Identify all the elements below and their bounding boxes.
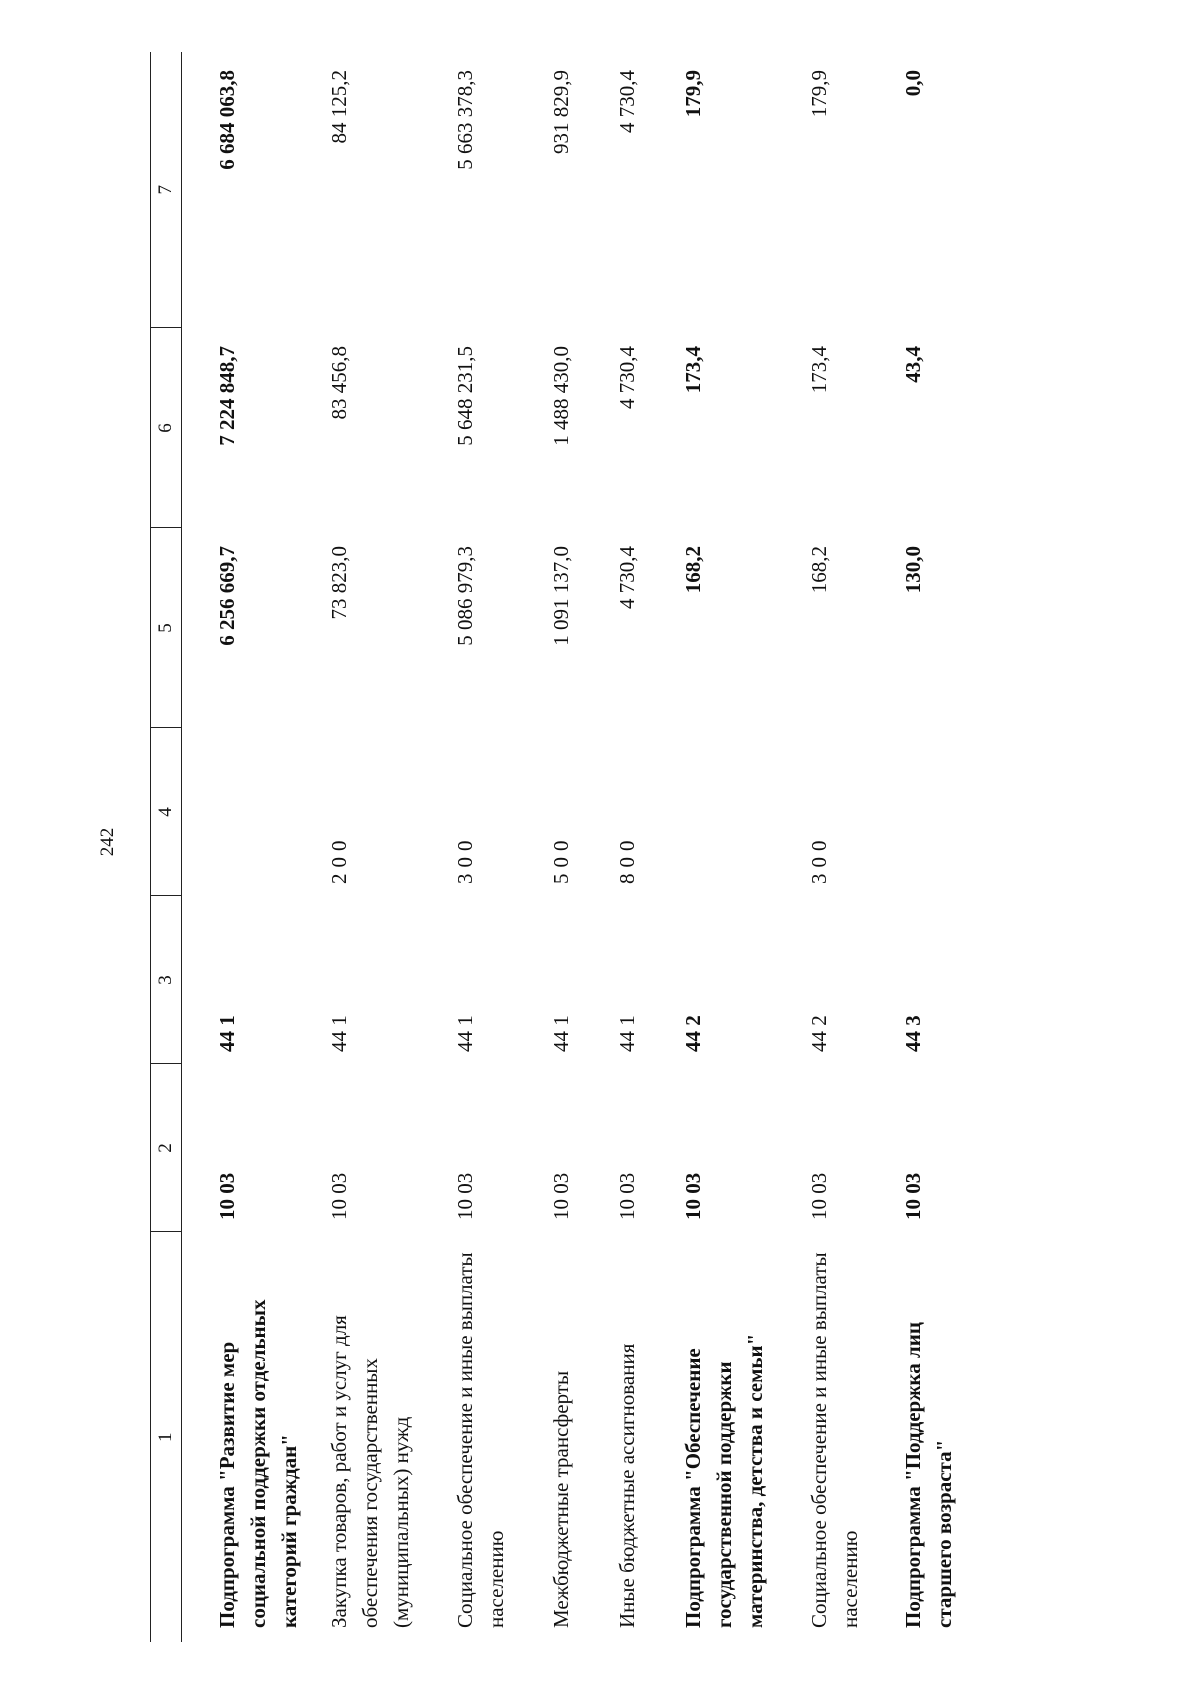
table-row bbox=[898, 52, 978, 1642]
table-row bbox=[612, 52, 678, 1642]
target-code: 44 3 bbox=[901, 1015, 925, 1052]
value-col6: 1 488 430,0 bbox=[549, 346, 573, 446]
section-code: 10 03 bbox=[215, 1172, 239, 1220]
section-code: 10 03 bbox=[901, 1172, 925, 1220]
value-col7: 84 125,2 bbox=[327, 70, 351, 144]
table-row bbox=[182, 52, 325, 1642]
row-name: Подпрограмма "Поддержка лиц старшего возраста" bbox=[901, 1322, 956, 1628]
value-col5: 4 730,4 bbox=[615, 546, 639, 609]
column-header-6: 6 bbox=[151, 328, 182, 528]
expense-type-code: 300 bbox=[807, 834, 831, 884]
table-row bbox=[678, 52, 804, 1642]
column-header-2: 2 bbox=[151, 1064, 182, 1232]
value-col5: 130,0 bbox=[901, 546, 925, 594]
value-col7: 6 684 063,8 bbox=[215, 70, 239, 170]
section-code: 10 03 bbox=[549, 1172, 573, 1220]
column-header-5: 5 bbox=[151, 528, 182, 728]
value-col5: 168,2 bbox=[807, 546, 831, 594]
section-code: 10 03 bbox=[681, 1172, 705, 1220]
page-number: 242 bbox=[97, 827, 118, 857]
value-col6: 43,4 bbox=[901, 346, 925, 383]
table-row bbox=[450, 52, 546, 1642]
column-header-3: 3 bbox=[151, 896, 182, 1064]
target-code: 44 2 bbox=[807, 1015, 831, 1052]
table-header bbox=[151, 52, 182, 1642]
value-col5: 1 091 137,0 bbox=[549, 546, 573, 646]
target-code: 44 1 bbox=[549, 1015, 573, 1052]
value-col5: 6 256 669,7 bbox=[215, 546, 239, 646]
section-code: 10 03 bbox=[615, 1172, 639, 1220]
column-header-4: 4 bbox=[151, 728, 182, 896]
value-col6: 4 730,4 bbox=[615, 346, 639, 409]
header-row bbox=[151, 52, 182, 1642]
value-col5: 73 823,0 bbox=[327, 546, 351, 620]
target-code: 44 1 bbox=[615, 1015, 639, 1052]
target-code: 44 1 bbox=[453, 1015, 477, 1052]
row-name: Межбюджетные трансферты bbox=[549, 1370, 573, 1628]
rotated-table-container bbox=[150, 52, 1070, 1642]
budget-table bbox=[150, 52, 978, 1642]
value-col6: 7 224 848,7 bbox=[215, 346, 239, 446]
value-col7: 5 663 378,3 bbox=[453, 70, 477, 170]
target-code: 44 1 bbox=[327, 1015, 351, 1052]
section-code: 10 03 bbox=[453, 1172, 477, 1220]
expense-type-code bbox=[898, 728, 978, 896]
target-code: 44 2 bbox=[681, 1015, 705, 1052]
expense-type-code bbox=[678, 728, 804, 896]
value-col7: 179,9 bbox=[807, 70, 831, 118]
value-col5: 168,2 bbox=[681, 546, 705, 594]
expense-type-code: 200 bbox=[327, 834, 351, 884]
row-name: Иные бюджетные ассигнования bbox=[615, 1343, 639, 1628]
value-col6: 83 456,8 bbox=[327, 346, 351, 420]
table-row bbox=[546, 52, 612, 1642]
row-name: Подпрограмма "Развитие мер социальной поддержки отдельных категорий граждан" bbox=[215, 1299, 301, 1628]
expense-type-code: 800 bbox=[615, 834, 639, 884]
value-col6: 173,4 bbox=[681, 346, 705, 394]
value-col7: 4 730,4 bbox=[615, 70, 639, 133]
row-name: Социальное обеспечение и иные выплаты населению bbox=[807, 1252, 862, 1628]
value-col5: 5 086 979,3 bbox=[453, 546, 477, 646]
row-name: Подпрограмма "Обеспечение государственной поддержки материнства, детства и семьи" bbox=[681, 1333, 767, 1628]
expense-type-code bbox=[182, 728, 325, 896]
table-row bbox=[324, 52, 450, 1642]
expense-type-code: 500 bbox=[549, 834, 573, 884]
expense-type-code: 300 bbox=[453, 834, 477, 884]
table-row bbox=[804, 52, 898, 1642]
value-col6: 173,4 bbox=[807, 346, 831, 394]
row-name: Социальное обеспечение и иные выплаты населению bbox=[453, 1252, 508, 1628]
target-code: 44 1 bbox=[215, 1015, 239, 1052]
value-col7: 0,0 bbox=[901, 70, 925, 97]
value-col6: 5 648 231,5 bbox=[453, 346, 477, 446]
row-name: Закупка товаров, работ и услуг для обеспечения государственных (муниципальных) нужд bbox=[327, 1315, 413, 1628]
section-code: 10 03 bbox=[327, 1172, 351, 1220]
column-header-1: 1 bbox=[151, 1232, 182, 1642]
table-body bbox=[182, 52, 979, 1642]
value-col7: 179,9 bbox=[681, 70, 705, 118]
column-header-7: 7 bbox=[151, 52, 182, 328]
value-col7: 931 829,9 bbox=[549, 70, 573, 154]
section-code: 10 03 bbox=[807, 1172, 831, 1220]
